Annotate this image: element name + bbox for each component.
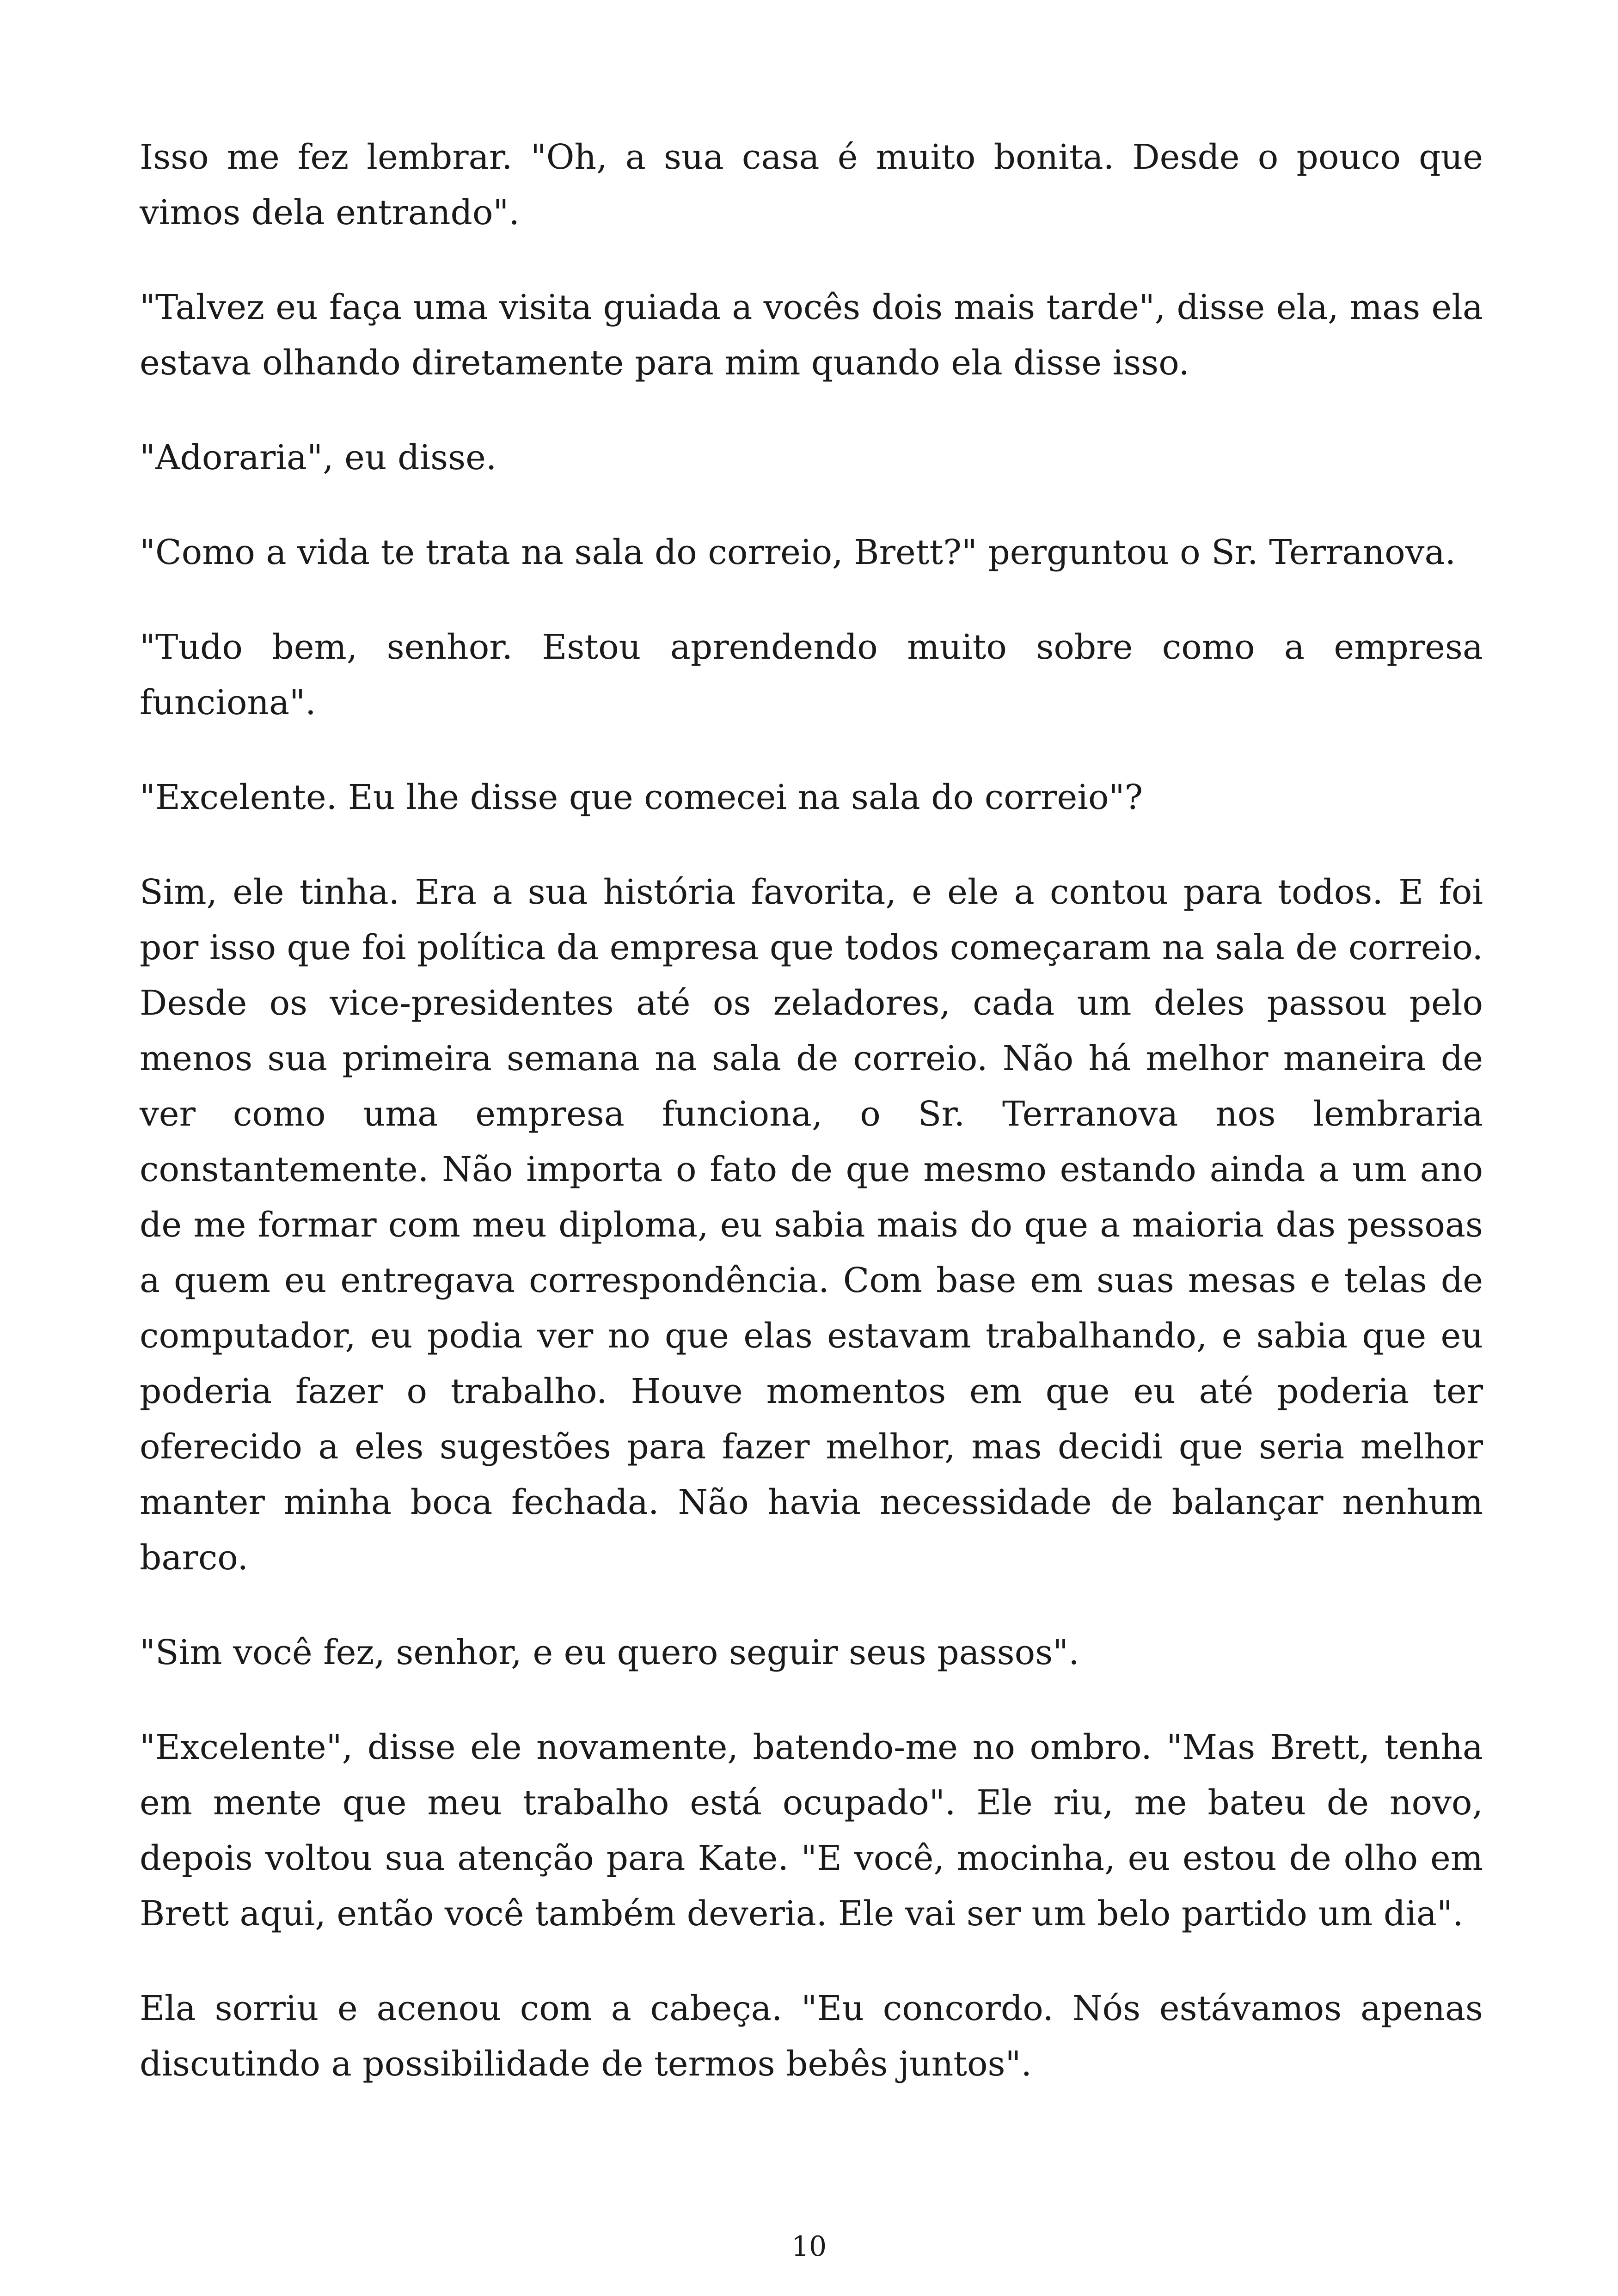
paragraph-9: "Excelente", disse ele novamente, batendo-me no ombro. "Mas Brett, tenha em mente que meu trabalho está ocupado". Ele riu, me bateu de novo, depois voltou sua atenção para Kate. "E você, mocinha, eu estou de olho em Brett aqui, então você também deveria. Ele vai ser um belo partido um dia". (140, 1727, 1483, 1934)
body-text (140, 129, 1483, 2131)
paragraph-6: "Excelente. Eu lhe disse que comecei na sala do correio"? (140, 778, 1143, 817)
paragraph-3: "Adoraria", eu disse. (140, 438, 497, 478)
paragraph-2: "Talvez eu faça uma visita guiada a vocês dois mais tarde", disse ela, mas ela estava olhando diretamente para mim quando ela disse isso. (140, 288, 1483, 383)
paragraph-7: Sim, ele tinha. Era a sua história favorita, e ele a contou para todos. E foi por isso que foi política da empresa que todos começaram na sala de correio. Desde os vice-presidentes até os zeladores, cada um deles passou pelo menos sua primeira semana na sala de correio. Não há melhor maneira de ver como uma empresa funciona, o Sr. Terranova nos lembraria constantemente. Não importa o fato de que mesmo estando ainda a um ano de me formar com meu diploma, eu sabia mais do que a maioria das pessoas a quem eu entregava correspondência. Com base em suas mesas e telas de computador, eu podia ver no que elas estavam trabalhando, e sabia que eu poderia fazer o trabalho. Houve momentos em que eu até poderia ter oferecido a eles sugestões para fazer melhor, mas decidi que seria melhor manter minha boca fechada. Não havia necessidade de balançar nenhum barco. (140, 872, 1483, 1578)
paragraph-5: "Tudo bem, senhor. Estou aprendendo muito sobre como a empresa funciona". (140, 627, 1483, 722)
paragraph-10: Ela sorriu e acenou com a cabeça. "Eu concordo. Nós estávamos apenas discutindo a possibilidade de termos bebês juntos". (140, 1989, 1483, 2084)
paragraph-1: Isso me fez lembrar. "Oh, a sua casa é muito bonita. Desde o pouco que vimos dela entrando". (140, 137, 1483, 233)
paragraph-8: "Sim você fez, senhor, e eu quero seguir seus passos". (140, 1633, 1079, 1672)
page-number: 10 (791, 2230, 827, 2263)
paragraph-4: "Como a vida te trata na sala do correio, Brett?" perguntou o Sr. Terranova. (140, 533, 1456, 572)
